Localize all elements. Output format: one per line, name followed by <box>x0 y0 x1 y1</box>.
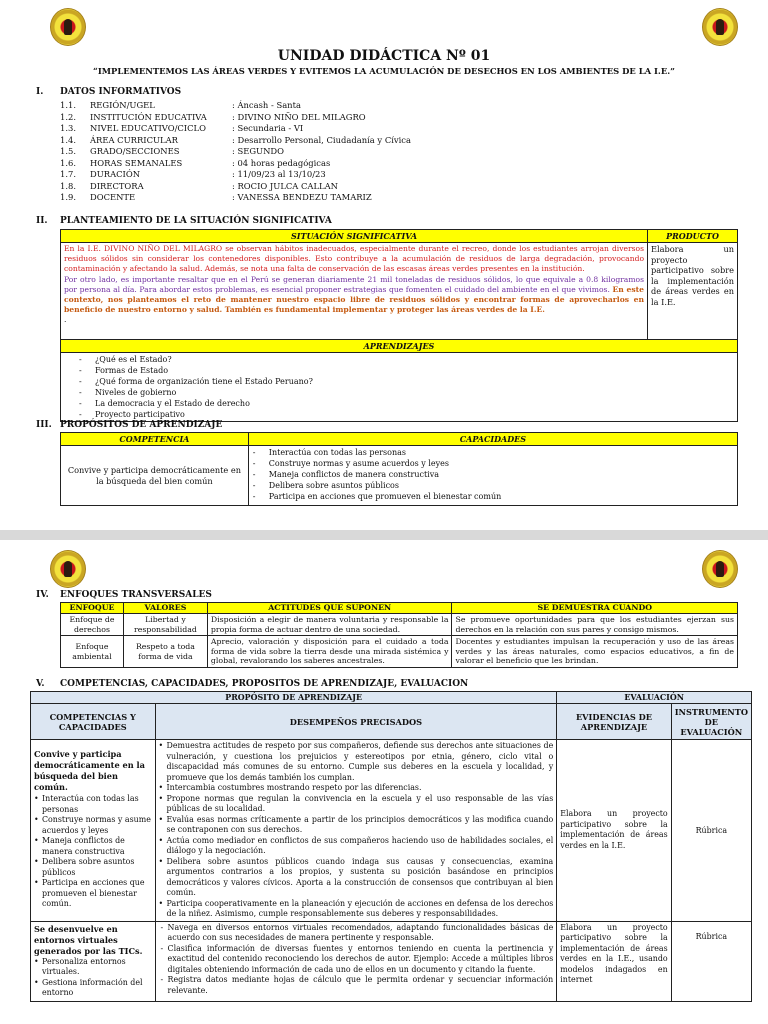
aprendizajes-list-cell <box>61 353 738 422</box>
desempenos-list <box>159 923 554 997</box>
instrumento-header: INSTRUMENTO DE EVALUACIÓN <box>671 704 751 740</box>
table-cell: Enfoque de derechos <box>61 614 124 636</box>
instrumento-cell: Rúbrica <box>671 921 751 1001</box>
table-cell: Se promueve oportunidades para que los estudiantes ejerzan sus derechos en la relación con sus pares y consigo mismos. <box>452 614 738 636</box>
competencia-title: Convive y participa democráticamente en la búsqueda del bien común. <box>34 749 145 792</box>
list-item: • Demuestra actitudes de respeto por sus compañeros, defiende sus derechos ante situaciones de vulneración, y cuestiona los prejuicios y estereotipos por etnia, género, ciclo vital o discapacidad más comunes de su entorno. Cumple sus deberes en la escuela y localidad, y promueve que los demás también los cumplan. <box>159 741 554 783</box>
list-item: - Proyecto participativo <box>77 409 737 420</box>
desempenos-header: DESEMPEÑOS PRECISADOS <box>155 704 557 740</box>
competencia-header: COMPETENCIA <box>61 433 249 446</box>
evidencia-cell: Elabora un proyecto participativo sobre la implementación de áreas verdes en la I.E., usando modelos indagados en internet <box>557 921 671 1001</box>
producto-header: PRODUCTO <box>648 230 738 243</box>
situacion-paragraph-2: Por otro lado, es importante resaltar que en el Perú se generan diariamente 21 mil toneladas de residuos sólidos, lo que equivale a 0.8 kilogramos por persona al día. Para abordar estos problemas, es esencial proponer estrategias que fomenten el cuidado del ambiente en el que vivimos. <box>64 274 645 294</box>
capacidades-list <box>34 794 152 910</box>
comp-cap-header: COMPETENCIAS Y CAPACIDADES <box>31 704 156 740</box>
list-item: • Actúa como mediador en conflictos de sus compañeros haciendo uso de habilidades sociales, el diálogo y la negociación. <box>159 836 554 857</box>
list-item: • Intercambia costumbres mostrando respeto por las diferencias. <box>159 783 554 794</box>
capacidades-list <box>34 957 152 999</box>
school-logo-right <box>702 550 738 588</box>
list-item: • Personaliza entornos virtuales. <box>34 957 152 978</box>
aprendizajes-header: APRENDIZAJES <box>61 340 738 353</box>
evidencia-cell: Elabora un proyecto participativo sobre la implementación de áreas verdes en la I.E. <box>557 740 671 922</box>
page-2: IV. ENFOQUES TRANSVERSALES ENFOQUE VALORES ACTITUDES QUE SUPONEN SE DEMUESTRA CUANDO Enfoque de derechos Libertad y responsabilidad Disposición a elegir de manera voluntaria y responsable la propia forma de actuar dentro de una sociedad. Se promueve oportunidades para que los estudiantes ejerzan sus derechos en la relación con sus pares y consigo mismos. Enfoque ambiental Respeto a toda forma de vida Aprecio, valoración y disposición para el cuidado a toda forma de vida sobre la tierra desde una mirada sistémica y global, revalorando los saberes ancestrales. Docentes y estudiantes impulsan la recuperación y uso de las áreas verdes y las áreas naturales, como espacios educativos, a fin de valorar el beneficio que les brindan. V. COMPETENCIAS, CAPACIDADES, PROPOSITOS DE APRENDIZAJE, EVALUACION PROPÓSITO DE APRENDIZAJE EVALUACIÓN COMPETENCIAS Y CAPACIDADES DESEMPEÑOS PRECISADOS EVIDENCIAS DE APRENDIZAJE INSTRUMENTO DE EVALUACIÓN Convive y participa democráticamente en la búsqueda del bien común. • Interactúa con todas las personas • Construye normas y asume acuerdos y leyes • Maneja conflictos de manera constructiva • Delibera sobre asuntos públicos • Participa en acciones que promueven el bienestar común. • Demuestra actitudes de respeto por sus compañeros, defiende sus derechos ante situaciones de vulneración, y cuestiona los prejuicios y estereotipos por etnia, género, ciclo vital o discapacidad más comunes de su entorno. Cumple sus deberes en la escuela y localidad, y promueve que los demás también los cumplan. • Intercambia costumbres mostrando respeto por las diferencias. • Propone normas que regulan la convivencia en la escuela y el uso responsable de las vías públicas de su localidad. • Evalúa esas normas críticamente a partir de los principios democráticos y las modifica cuando se contraponen con sus derechos. • Actúa como mediador en conflictos de sus compañeros haciendo uso de habilidades sociales, el diálogo y la negociación. • Delibera sobre asuntos públicos cuando indaga sus causas y consecuencias, examina argumentos contrarios a los propios, y sustenta su posición basándose en principios democráticos y valores cívicos. Aporta a la construcción de consensos que contribuyan al bien común. • Participa cooperativamente en la planeación y ejecución de acciones en defensa de los derechos de la niñez. Asimismo, cumple responsablemente sus deberes y responsabilidades. Elabora un proyecto participativo sobre la implementación de áreas verdes en la I.E. Rúbrica Se desenvuelve en entornos virtuales generados por las TICs. • Personaliza entornos virtuales. • Gestiona información del entorno - Navega en diversos entornos virtuales recomendados, adaptando funcionalidades básicas de acuerdo con sus necesidades de manera pertinente y responsable. - Clasifica información de diversas fuentes y entornos teniendo en cuenta la pertinencia y exactitud del contenido reconociendo los derechos de autor. Ejemplo: Accede a múltiples libros digitales obteniendo información de cada uno de ellos en un documento y citando la fuente. - Registra datos mediante hojas de cálculo que le permita ordenar y secuenciar información relevante. Elabora un proyecto participativo sobre la implementación de áreas verdes en la I.E., usando modelos indagados en internet Rúbrica <box>0 540 768 1024</box>
list-item: - Registra datos mediante hojas de cálculo que le permita ordenar y secuenciar información relevante. <box>159 975 554 996</box>
capacidades-cell <box>248 446 737 506</box>
list-item: - ¿Qué es el Estado? <box>77 354 737 365</box>
table-cell: Aprecio, valoración y disposición para el cuidado a toda forma de vida sobre la tierra desde una mirada sistémica y global, revalorando los saberes ancestrales. <box>207 636 452 668</box>
document-title: UNIDAD DIDÁCTICA Nº 01 <box>277 48 491 64</box>
list-item: • Gestiona información del entorno <box>34 978 152 999</box>
list-item: - Maneja conflictos de manera constructiva <box>251 469 734 480</box>
desempenos-list <box>159 741 554 920</box>
aprendizajes-list <box>77 354 737 420</box>
list-item: - La democracia y el Estado de derecho <box>77 398 737 409</box>
situacion-text: En la I.E. DIVINO NIÑO DEL MILAGRO se observan hábitos inadecuados, especialmente durante el recreo, donde los estudiantes arrojan diversos residuos sólidos sin considerar los contenedores disponibles. Esto contribuye a la acumulación de residuos de larga degradación, provocando contaminación y afectando la salud. Además, se nota una falta de conservación de las escasas áreas verdes presentes en la institución. Por otro lado, es importante resaltar que en el Perú se generan diariamente 21 mil toneladas de residuos sólidos, lo que equivale a 0.8 kilogramos por persona al día. Para abordar estos problemas, es esencial proponer estrategias que fomenten el cuidado del ambiente en el que vivimos. En este contexto, nos planteamos el reto de mantener nuestro espacio libre de residuos sólidos y encontrar formas de aprovecharlos en beneficio de nuestro entorno y salud. También es fundamental implementar y proteger las áreas verdes de la I.E. . <box>61 243 648 340</box>
document-subtitle: “IMPLEMENTEMOS LAS ÁREAS VERDES Y EVITEMOS LA ACUMULACIÓN DE DESECHOS EN LOS AMBIENTES DE LA I.E.” <box>93 66 675 76</box>
evaluacion-header: EVALUACIÓN <box>557 692 752 704</box>
actitudes-header: ACTITUDES QUE SUPONEN <box>207 603 452 614</box>
list-item: • Participa cooperativamente en la planeación y ejecución de acciones en defensa de los derechos de la niñez. Asimismo, cumple responsablemente sus deberes y responsabilidades. <box>159 899 554 920</box>
instrumento-cell: Rúbrica <box>671 740 751 922</box>
list-item: - Niveles de gobierno <box>77 387 737 398</box>
proposito-header: PROPÓSITO DE APRENDIZAJE <box>31 692 557 704</box>
list-item: - Interactúa con todas las personas <box>251 447 734 458</box>
table-cell: Docentes y estudiantes impulsan la recuperación y uso de las áreas verdes y las áreas naturales, como espacios educativos, a fin de valorar el beneficio que les brindan. <box>452 636 738 668</box>
competencia-text: Convive y participa democráticamente en la búsqueda del bien común <box>61 446 249 506</box>
list-item: - Construye normas y asume acuerdos y leyes <box>251 458 734 469</box>
demuestra-header: SE DEMUESTRA CUANDO <box>452 603 738 614</box>
list-item: • Delibera sobre asuntos públicos <box>34 857 152 878</box>
propositos-table <box>60 432 738 506</box>
list-item: • Propone normas que regulan la convivencia en la escuela y el uso responsable de las vías públicas de su localidad. <box>159 794 554 815</box>
list-item: - Participa en acciones que promueven el bienestar común <box>251 491 734 502</box>
competencia-title: Se desenvuelve en entornos virtuales generados por las TICs. <box>34 923 143 956</box>
situacion-table <box>60 229 738 422</box>
situacion-header: SITUACIÓN SIGNIFICATIVA <box>61 230 648 243</box>
page-separator <box>0 530 768 540</box>
situacion-paragraph-1: En la I.E. DIVINO NIÑO DEL MILAGRO se observan hábitos inadecuados, especialmente durante el recreo, donde los estudiantes arrojan diversos residuos sólidos sin considerar los contenedores disponibles. Esto contribuye a la acumulación de residuos de larga degradación, provocando contaminación y afectando la salud. Además, se nota una falta de conservación de las escasas áreas verdes presentes en la institución. <box>64 244 645 274</box>
list-item: • Participa en acciones que promueven el bienestar común. <box>34 878 152 910</box>
situacion-paragraph-3: En este contexto, nos planteamos el reto de mantener nuestro espacio libre de residuos sólidos y encontrar formas de aprovecharlos en beneficio de nuestro entorno y salud. También es fundamental implementar y proteger las áreas verdes de la I.E. <box>64 284 645 315</box>
competencia-cell <box>31 740 156 922</box>
school-logo-left <box>50 550 86 588</box>
school-logo-right <box>702 8 738 46</box>
competencia-cell <box>31 921 156 1001</box>
list-item: • Evalúa esas normas críticamente a partir de los principios democráticos y las modifica cuando se contraponen con sus derechos. <box>159 815 554 836</box>
table-cell: Enfoque ambiental <box>61 636 124 668</box>
valores-header: VALORES <box>123 603 207 614</box>
table-cell: Respeto a toda forma de vida <box>123 636 207 668</box>
table-cell: Libertad y responsabilidad <box>123 614 207 636</box>
desempenos-cell <box>155 740 557 922</box>
list-item: - Navega en diversos entornos virtuales recomendados, adaptando funcionalidades básicas de acuerdo con sus necesidades de manera pertinente y responsable. <box>159 923 554 944</box>
list-item: - ¿Qué forma de organización tiene el Estado Peruano? <box>77 376 737 387</box>
table-cell: Disposición a elegir de manera voluntaria y responsable la propia forma de actuar dentro de una sociedad. <box>207 614 452 636</box>
enfoque-header: ENFOQUE <box>61 603 124 614</box>
list-item: - Delibera sobre asuntos públicos <box>251 480 734 491</box>
list-item: • Interactúa con todas las personas <box>34 794 152 815</box>
list-item: • Maneja conflictos de manera constructiva <box>34 836 152 857</box>
list-item: - Clasifica información de diversas fuentes y entornos teniendo en cuenta la pertinencia y exactitud del contenido reconociendo los derechos de autor. Ejemplo: Accede a múltiples libros digitales obteniendo información de cada uno de ellos en un documento y citando la fuente. <box>159 944 554 976</box>
list-item: - Formas de Estado <box>77 365 737 376</box>
school-logo-left <box>50 8 86 46</box>
capacidades-header: CAPACIDADES <box>248 433 737 446</box>
matriz-table <box>30 691 752 1002</box>
producto-text: Elabora un proyecto participativo sobre la implementación de áreas verdes en la I.E. <box>648 243 738 340</box>
evidencias-header: EVIDENCIAS DE APRENDIZAJE <box>557 704 671 740</box>
list-item: • Delibera sobre asuntos públicos cuando indaga sus causas y consecuencias, examina argumentos contrarios a los propios, y sustenta su posición basándose en principios democráticos y valores cívicos. Aporta a la construcción de consensos que contribuyan al bien común. <box>159 857 554 899</box>
desempenos-cell <box>155 921 557 1001</box>
capacidades-list <box>251 447 734 502</box>
list-item: • Construye normas y asume acuerdos y leyes <box>34 815 152 836</box>
enfoques-table <box>60 602 738 668</box>
page-1: UNIDAD DIDÁCTICA Nº 01 “IMPLEMENTEMOS LAS ÁREAS VERDES Y EVITEMOS LA ACUMULACIÓN DE DESECHOS EN LOS AMBIENTES DE LA I.E.” I. DATOS INFORMATIVOS 1.1. REGIÓN/UGEL : Áncash - Santa 1.2. INSTITUCIÓN EDUCATIVA : DIVINO NIÑO DEL MILAGRO 1.3. NIVEL EDUCATIVO/CICLO : Secundaria - VI 1.4. ÁREA CURRICULAR : Desarrollo Personal, Ciudadanía y Cívica 1.5. GRADO/SECCIONES : SEGUNDO 1.6. HORAS SEMANALES : 04 horas pedagógicas 1.7. DURACIÓN : 11/09/23 al 13/10/23 1.8. DIRECTORA : ROCIO JULCA CALLAN 1.9. DOCENTE : VANESSA BENDEZU TAMARIZ II. PLANTEAMIENTO DE LA SITUACIÓN SIGNIFICATIVA SITUACIÓN SIGNIFICATIVA PRODUCTO En la I.E. DIVINO NIÑO DEL MILAGRO se observan hábitos inadecuados, especialmente durante el recreo, donde los estudiantes arrojan diversos residuos sólidos sin considerar los contenedores disponibles. Esto contribuye a la acumulación de residuos de larga degradación, provocando contaminación y afectando la salud. Además, se nota una falta de conservación de las escasas áreas verdes presentes en la institución. Por otro lado, es importante resaltar que en el Perú se generan diariamente 21 mil toneladas de residuos sólidos, lo que equivale a 0.8 kilogramos por persona al día. Para abordar estos problemas, es esencial proponer estrategias que fomenten el cuidado del ambiente en el que vivimos. En este contexto, nos planteamos el reto de mantener nuestro espacio libre de residuos sólidos y encontrar formas de aprovecharlos en beneficio de nuestro entorno y salud. También es fundamental implementar y proteger las áreas verdes de la I.E. . Elabora un proyecto participativo sobre la implementación de áreas verdes en la I.E. APRENDIZAJES - ¿Qué es el Estado? - Formas de Estado - ¿Qué forma de organización tiene el Estado Peruano? - Niveles de gobierno - La democracia y el Estado de derecho - Proyecto participativo III. PROPÓSITOS DE APRENDIZAJE COMPETENCIA CAPACIDADES Convive y participa democráticamente en la búsqueda del bien común - Interactúa con todas las personas - Construye normas y asume acuerdos y leyes - Maneja conflictos de manera constructiva - Delibera sobre asuntos públicos - Participa en acciones que promueven el bienestar común <box>0 0 768 530</box>
